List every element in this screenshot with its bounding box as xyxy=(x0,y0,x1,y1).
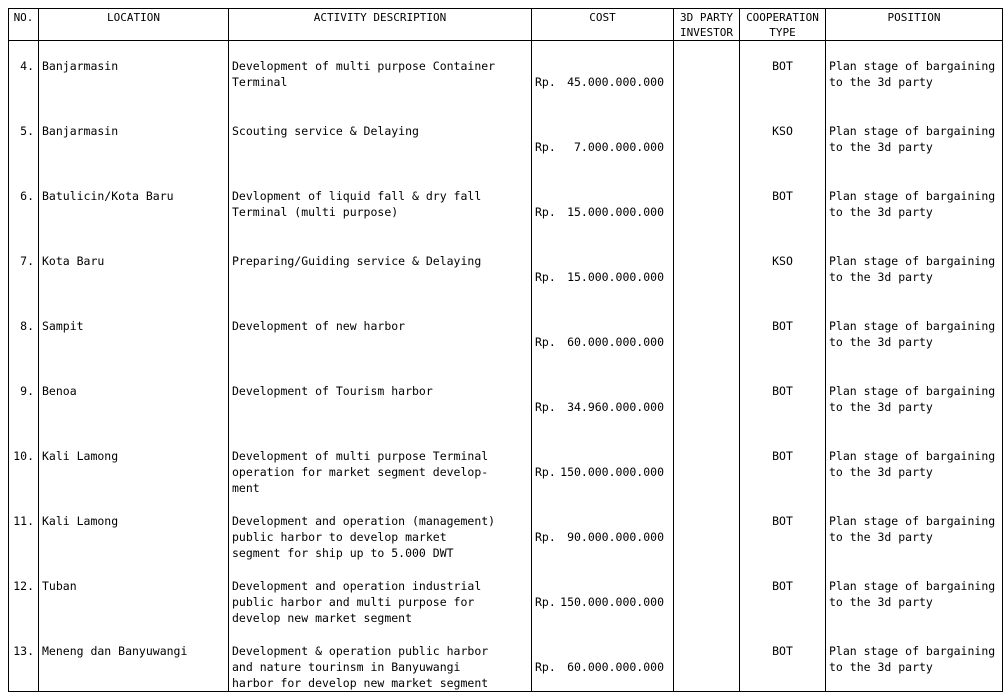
row-coop-type: BOT xyxy=(740,171,826,236)
table-row xyxy=(9,236,1003,301)
row-coop-type: BOT xyxy=(740,496,826,561)
row-activity: Development & operation public harbor and nature tourinsm in Banyuwangi harbor for develop new market segment xyxy=(229,626,532,692)
row-investor xyxy=(674,236,740,301)
row-activity: Development of multi purpose Container Terminal xyxy=(229,41,532,107)
cost-currency: Rp. xyxy=(535,660,556,674)
row-no: 7. xyxy=(9,236,39,301)
header-activity: ACTIVITY DESCRIPTION xyxy=(229,9,532,41)
row-no: 11. xyxy=(9,496,39,561)
row-investor xyxy=(674,301,740,366)
header-row xyxy=(9,9,1003,41)
header-coop: COOPERATION TYPE xyxy=(740,9,826,41)
header-position: POSITION xyxy=(826,9,1003,41)
row-investor xyxy=(674,561,740,626)
cost-amount: 15.000.000.000 xyxy=(567,270,664,284)
row-no: 13. xyxy=(9,626,39,692)
table-row xyxy=(9,301,1003,366)
row-activity: Scouting service & Delaying xyxy=(229,106,532,171)
row-no: 8. xyxy=(9,301,39,366)
row-cost xyxy=(532,366,674,431)
row-position: Plan stage of bargaining to the 3d party xyxy=(826,431,1003,496)
row-position: Plan stage of bargaining to the 3d party xyxy=(826,496,1003,561)
project-table xyxy=(8,8,1003,692)
row-no: 12. xyxy=(9,561,39,626)
row-location: Tuban xyxy=(39,561,229,626)
row-activity: Development of new harbor xyxy=(229,301,532,366)
row-coop-type: BOT xyxy=(740,626,826,692)
cost-amount: 7.000.000.000 xyxy=(573,140,664,154)
cost-amount: 90.000.000.000 xyxy=(567,530,664,544)
row-cost xyxy=(532,431,674,496)
row-coop-type: BOT xyxy=(740,41,826,107)
table-row xyxy=(9,41,1003,107)
row-no: 4. xyxy=(9,41,39,107)
row-position: Plan stage of bargaining to the 3d party xyxy=(826,171,1003,236)
row-position: Plan stage of bargaining to the 3d party xyxy=(826,366,1003,431)
row-activity: Development and operation industrial public harbor and multi purpose for develop new market segment xyxy=(229,561,532,626)
project-table-page xyxy=(8,8,1003,692)
row-cost xyxy=(532,106,674,171)
header-investor: 3D PARTY INVESTOR xyxy=(674,9,740,41)
row-location: Banjarmasin xyxy=(39,106,229,171)
row-activity: Development of Tourism harbor xyxy=(229,366,532,431)
table-row xyxy=(9,431,1003,496)
row-cost xyxy=(532,496,674,561)
cost-amount: 60.000.000.000 xyxy=(567,660,664,674)
row-location: Benoa xyxy=(39,366,229,431)
cost-amount: 150.000.000.000 xyxy=(560,595,664,609)
row-cost xyxy=(532,171,674,236)
table-row xyxy=(9,561,1003,626)
row-cost xyxy=(532,236,674,301)
row-investor xyxy=(674,496,740,561)
row-cost xyxy=(532,626,674,692)
cost-currency: Rp. xyxy=(535,140,556,154)
row-coop-type: KSO xyxy=(740,236,826,301)
row-cost xyxy=(532,301,674,366)
table-row xyxy=(9,171,1003,236)
row-position: Plan stage of bargaining to the 3d party xyxy=(826,41,1003,107)
cost-currency: Rp. xyxy=(535,595,556,609)
cost-amount: 60.000.000.000 xyxy=(567,335,664,349)
row-activity: Development of multi purpose Terminal operation for market segment develop- ment xyxy=(229,431,532,496)
cost-currency: Rp. xyxy=(535,205,556,219)
cost-amount: 150.000.000.000 xyxy=(560,465,664,479)
table-row xyxy=(9,496,1003,561)
header-no: NO. xyxy=(9,9,39,41)
cost-currency: Rp. xyxy=(535,400,556,414)
row-position: Plan stage of bargaining to the 3d party xyxy=(826,236,1003,301)
row-position: Plan stage of bargaining to the 3d party xyxy=(826,626,1003,692)
cost-currency: Rp. xyxy=(535,530,556,544)
row-position: Plan stage of bargaining to the 3d party xyxy=(826,301,1003,366)
row-activity: Development and operation (management) public harbor to develop market segment for ship up to 5.000 DWT xyxy=(229,496,532,561)
cost-currency: Rp. xyxy=(535,270,556,284)
row-activity: Devlopment of liquid fall & dry fall Terminal (multi purpose) xyxy=(229,171,532,236)
row-no: 9. xyxy=(9,366,39,431)
row-cost xyxy=(532,41,674,107)
cost-amount: 15.000.000.000 xyxy=(567,205,664,219)
row-investor xyxy=(674,106,740,171)
row-location: Kali Lamong xyxy=(39,431,229,496)
table-row xyxy=(9,366,1003,431)
row-cost xyxy=(532,561,674,626)
cost-currency: Rp. xyxy=(535,75,556,89)
row-investor xyxy=(674,431,740,496)
header-location: LOCATION xyxy=(39,9,229,41)
row-location: Kali Lamong xyxy=(39,496,229,561)
row-investor xyxy=(674,41,740,107)
row-activity: Preparing/Guiding service & Delaying xyxy=(229,236,532,301)
row-no: 6. xyxy=(9,171,39,236)
cost-currency: Rp. xyxy=(535,335,556,349)
cost-amount: 45.000.000.000 xyxy=(567,75,664,89)
row-location: Kota Baru xyxy=(39,236,229,301)
cost-amount: 34.960.000.000 xyxy=(567,400,664,414)
row-location: Banjarmasin xyxy=(39,41,229,107)
row-position: Plan stage of bargaining to the 3d party xyxy=(826,561,1003,626)
table-row xyxy=(9,106,1003,171)
row-investor xyxy=(674,171,740,236)
header-cost: COST xyxy=(532,9,674,41)
row-location: Meneng dan Banyuwangi xyxy=(39,626,229,692)
row-no: 10. xyxy=(9,431,39,496)
table-row xyxy=(9,626,1003,692)
row-no: 5. xyxy=(9,106,39,171)
row-investor xyxy=(674,366,740,431)
row-coop-type: BOT xyxy=(740,301,826,366)
row-investor xyxy=(674,626,740,692)
row-position: Plan stage of bargaining to the 3d party xyxy=(826,106,1003,171)
row-coop-type: BOT xyxy=(740,431,826,496)
row-coop-type: BOT xyxy=(740,561,826,626)
row-location: Batulicin/Kota Baru xyxy=(39,171,229,236)
row-coop-type: BOT xyxy=(740,366,826,431)
row-location: Sampit xyxy=(39,301,229,366)
cost-currency: Rp. xyxy=(535,465,556,479)
row-coop-type: KSO xyxy=(740,106,826,171)
